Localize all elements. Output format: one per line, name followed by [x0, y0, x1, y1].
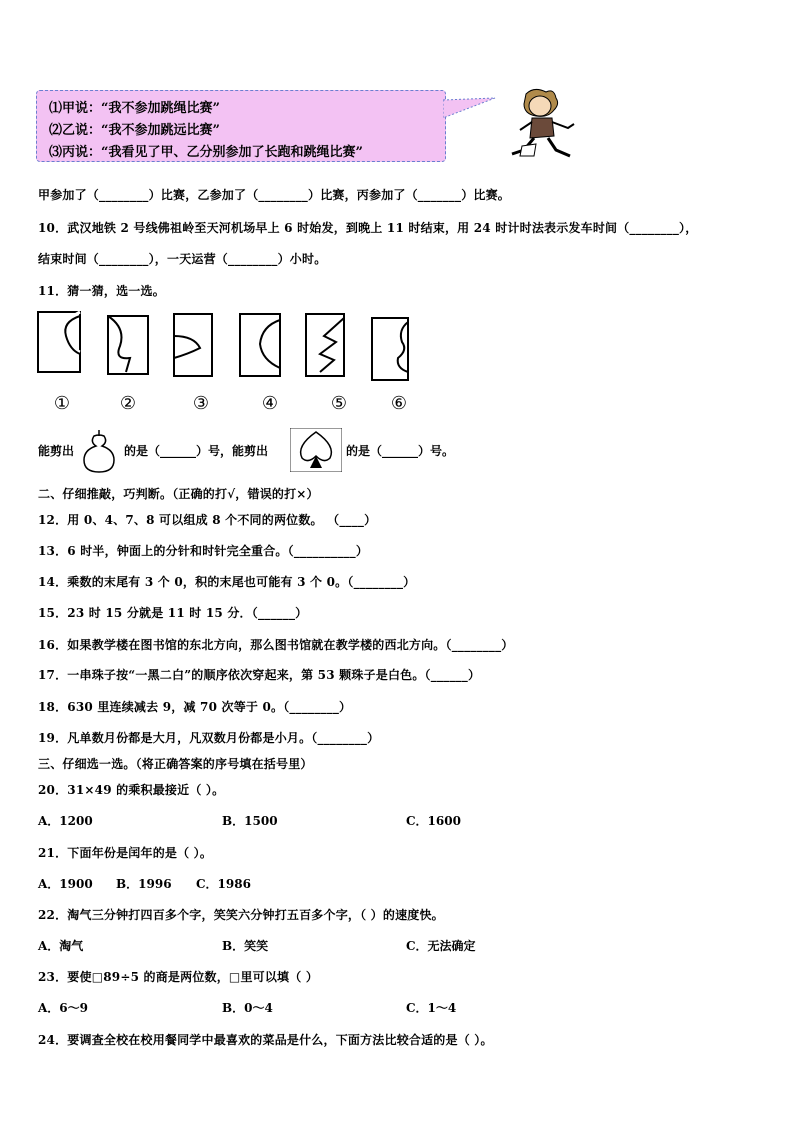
q22-option-b: B．笑笑	[222, 939, 269, 953]
shape-number-4: ④	[261, 393, 279, 414]
section-2-heading: 二、仔细推敲，巧判断。（正确的打√，错误的打×）	[38, 487, 319, 501]
q16: 16．如果教学楼在图书馆的东北方向，那么图书馆就在教学楼的西北方向。（________）	[38, 638, 514, 652]
q23-option-c: C．1～4	[406, 1001, 457, 1015]
q19: 19．凡单数月份都是大月，凡双数月份都是小月。（________）	[38, 731, 380, 745]
bubble-tail-icon	[443, 96, 499, 120]
q10-line-2: 结束时间（________），一天运营（________）小时。	[38, 252, 327, 266]
q22: 22．淘气三分钟打四百多个字，笑笑六分钟打五百多个字，（ ）的速度快。	[38, 908, 444, 922]
q22-option-a: A．淘气	[38, 939, 84, 953]
q21-option-b: B．1996	[116, 877, 172, 891]
shape-number-6: ⑥	[390, 393, 408, 414]
gourd-icon	[78, 428, 120, 474]
q23-option-b: B．0～4	[222, 1001, 273, 1015]
shape-number-3: ③	[192, 393, 210, 414]
q11-text-post: 的是（______）号。	[346, 444, 455, 458]
q18: 18．630 里连续减去 9，减 70 次等于 0。（________）	[38, 700, 352, 714]
q12: 12．用 0、4、7、8 可以组成 8 个不同的两位数。 （____）	[38, 513, 377, 527]
q11-text-mid: 的是（______）号，能剪出	[124, 444, 269, 458]
shape-number-2: ②	[119, 393, 137, 414]
q20-option-c: C．1600	[406, 814, 461, 828]
running-boy-icon	[496, 84, 586, 164]
q21-option-c: C．1986	[196, 877, 251, 891]
q20: 20．31×49 的乘积最接近（ ）。	[38, 783, 225, 797]
q24: 24．要调查全校在校用餐同学中最喜欢的菜品是什么，下面方法比较合适的是（ ）。	[38, 1033, 493, 1047]
q14: 14．乘数的末尾有 3 个 0，积的末尾也可能有 3 个 0。（________）	[38, 575, 416, 589]
q17: 17．一串珠子按“一黑二白”的顺序依次穿起来，第 53 颗珠子是白色。（______）	[38, 668, 481, 682]
q13: 13．6 时半，钟面上的分针和时针完全重合。（__________）	[38, 544, 369, 558]
speech-bubble	[36, 90, 446, 162]
q22-option-c: C．无法确定	[406, 939, 476, 953]
section-3-heading: 三、仔细选一选。（将正确答案的序号填在括号里）	[38, 757, 313, 771]
q23-option-a: A．6～9	[38, 1001, 89, 1015]
q15: 15．23 时 15 分就是 11 时 15 分．（______）	[38, 606, 308, 620]
bubble-line-2: ⑵乙说：“我不参加跳远比赛”	[49, 123, 220, 138]
q9-answer-line: 甲参加了（________）比赛，乙参加了（________）比赛，丙参加了（_______）比赛。	[38, 188, 511, 202]
bubble-line-1: ⑴甲说：“我不参加跳绳比赛”	[49, 101, 220, 116]
q23: 23．要使□89÷5 的商是两位数，□里可以填（ ）	[38, 970, 319, 984]
folded-paper-shapes	[30, 306, 430, 386]
q21: 21．下面年份是闰年的是（ ）。	[38, 846, 213, 860]
q11-text-pre: 能剪出	[38, 444, 75, 458]
shape-number-1: ①	[53, 393, 71, 414]
q10-line-1: 10．武汉地铁 2 号线佛祖岭至天河机场早上 6 时始发，到晚上 11 时结束，用 24 时计时法表示发车时间（________），	[38, 221, 698, 235]
q21-option-a: A．1900	[38, 877, 93, 891]
q11-title: 11．猜一猜，选一选。	[38, 284, 165, 298]
spade-icon	[290, 428, 342, 472]
q20-option-b: B．1500	[222, 814, 278, 828]
bubble-line-3: ⑶丙说：“我看见了甲、乙分别参加了长跑和跳绳比赛”	[49, 145, 363, 160]
shape-number-5: ⑤	[330, 393, 348, 414]
q20-option-a: A．1200	[38, 814, 93, 828]
